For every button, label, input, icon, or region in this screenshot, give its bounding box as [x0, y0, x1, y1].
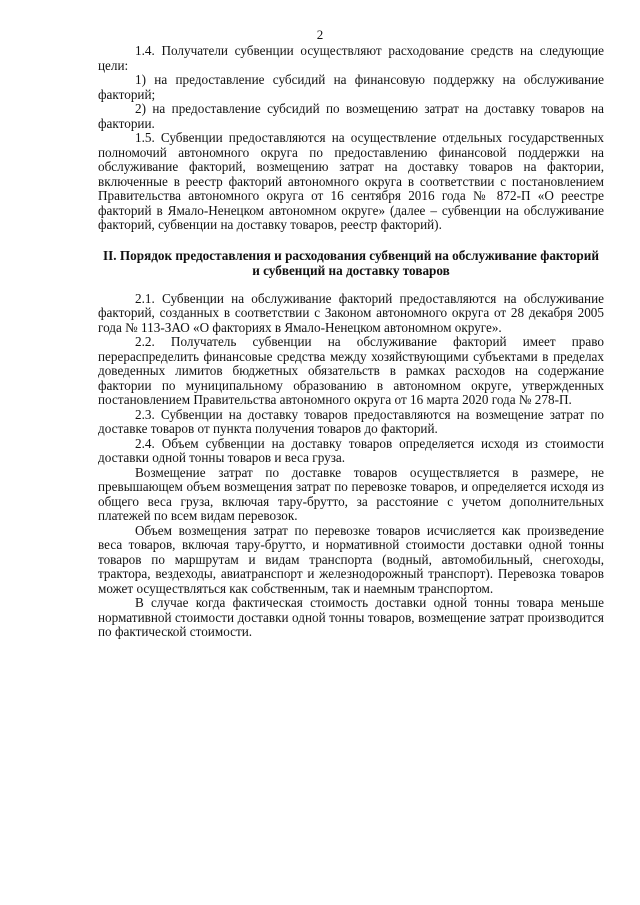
paragraph-1-4-item-2: 2) на предоставление субсидий по возмещению затрат на доставку товаров на фактории.	[98, 101, 604, 131]
paragraph-2-3: 2.3. Субвенции на доставку товаров предоставляются на возмещение затрат по доставке товаров от пункта получения товаров до факторий.	[98, 406, 604, 436]
paragraph-actual-cost: В случае когда фактическая стоимость доставки одной тонны товара меньше нормативной стоимости доставки одной тонны товаров, возмещение затрат производится по фактической стоимости.	[98, 595, 604, 639]
page-number: 2	[316, 27, 324, 42]
document-body	[98, 44, 604, 640]
paragraph-transport-cost: Объем возмещения затрат по перевозке товаров исчисляется как произведение веса товаров, включая тару-брутто, и нормативной стоимости доставки одной тонны товаров по маршрутам и видам транспорта (водный, автомобильный, снегоходы, трактора, вездеходы, авиатранспорт и железнодорожный транспорт). Перевозка товаров может осуществляться как собственным, так и наемным транспортом.	[98, 522, 604, 596]
paragraph-2-2: 2.2. Получатель субвенции на обслуживание факторий имеет право перераспределить финансовые средства между хозяйствующими субъектами в пределах доведенных лимитов бюджетных обязательств в рамках расходов на содержание фактории по муниципальному образованию в автономном округе, утвержденных постановлением Правительства автономного округа от 16 марта 2020 года № 278-П.	[98, 334, 604, 407]
paragraph-1-4: 1.4. Получатели субвенции осуществляют расходование средств на следующие цели:	[98, 43, 604, 73]
paragraph-2-1: 2.1. Субвенции на обслуживание факторий предоставляются на обслуживание факторий, созданных в соответствии с Законом автономного округа от 28 декабря 2005 года № 113-ЗАО «О факториях в Ямало-Ненецком автономном округе».	[98, 290, 604, 335]
paragraph-1-4-item-1: 1) на предоставление субсидий на финансовую поддержку на обслуживание факторий;	[98, 72, 604, 102]
paragraph-1-5: 1.5. Субвенции предоставляются на осуществление отдельных государственных полномочий автономного округа по предоставлению финансовой поддержки на обслуживание факторий, возмещению затрат на доставку товаров на фактории, включенные в реестр факторий автономного округа в соответствии с постановлением Правительства автономного округа от 16 сентября 2016 года № 872-П «О реестре факторий в Ямало-Ненецком автономном округе» (далее – субвенции на обслуживание факторий, субвенции на доставку товаров, реестр факторий).	[98, 130, 604, 232]
paragraph-reimbursement: Возмещение затрат по доставке товаров осуществляется в размере, не превышающем объем возмещения затрат по перевозке товаров, и определяется исходя из общего веса груза, включая тару-брутто, за расстояние с учетом дополнительных платежей по всем видам перевозок.	[98, 464, 604, 523]
section-title: II. Порядок предоставления и расходования субвенций на обслуживание факторий и субвенций на доставку товаров	[103, 247, 599, 278]
paragraph-2-4: 2.4. Объем субвенции на доставку товаров определяется исходя из стоимости доставки одной тонны товаров и веса груза.	[98, 435, 604, 465]
